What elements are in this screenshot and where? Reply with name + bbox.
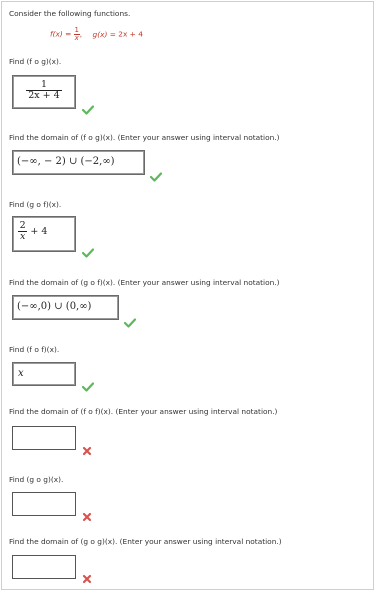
x-mark-icon (82, 574, 92, 584)
q1-answer-field[interactable] (12, 75, 76, 109)
checkmark-icon (82, 105, 94, 115)
checkmark-icon (82, 248, 94, 258)
q7-prompt: Find (g o g)(x). (9, 475, 64, 484)
q3-answer-field[interactable] (12, 216, 76, 252)
q3-answer-tail: + 4 (30, 226, 48, 237)
q2-answer-field[interactable] (12, 150, 145, 175)
q6-prompt: Find the domain of (f o f)(x). (Enter your answer using interval notation.) (9, 407, 278, 416)
q4-answer-text: (−∞,0) ∪ (0,∞) (17, 301, 92, 312)
q5-answer-text: x (18, 368, 24, 379)
q5-prompt: Find (f o f)(x). (9, 345, 60, 354)
g-definition-label: g(x) = (92, 29, 119, 39)
q1-answer-fraction: $\frac{1}{2x + 4}$ (28, 79, 60, 101)
g-definition-expr: 2x + 4 (118, 29, 143, 39)
q3-prompt: Find (g o f)(x). (9, 200, 62, 209)
x-mark-icon (82, 512, 92, 522)
checkmark-icon (82, 382, 94, 392)
checkmark-icon (150, 172, 162, 182)
q2-prompt: Find the domain of (f o g)(x). (Enter your answer using interval notation.) (9, 133, 280, 142)
intro-text: Consider the following functions. (9, 9, 131, 18)
q8-answer-field[interactable] (12, 555, 76, 579)
q1-prompt: Find (f o g)(x). (9, 57, 62, 66)
q2-answer-text: (−∞, − 2) ∪ (−2,∞) (17, 156, 115, 167)
f-fraction: $\frac{1}{x}$ (74, 26, 79, 42)
q4-answer-field[interactable] (12, 295, 119, 320)
q6-answer-field[interactable] (12, 426, 76, 450)
checkmark-icon (124, 318, 136, 328)
f-definition-label: f(x) = (50, 29, 74, 39)
x-mark-icon (82, 446, 92, 456)
q7-answer-field[interactable] (12, 492, 76, 516)
q4-prompt: Find the domain of (g o f)(x). (Enter your answer using interval notation.) (9, 278, 280, 287)
function-definitions: f(x) = $\frac{1}{x}$ , g(x) = 2x + 4 (50, 26, 143, 42)
q8-prompt: Find the domain of (g o g)(x). (Enter your answer using interval notation.) (9, 537, 282, 546)
q3-answer-fraction: $\frac{2}{x}$ (19, 220, 26, 242)
q5-answer-field[interactable] (12, 362, 76, 386)
